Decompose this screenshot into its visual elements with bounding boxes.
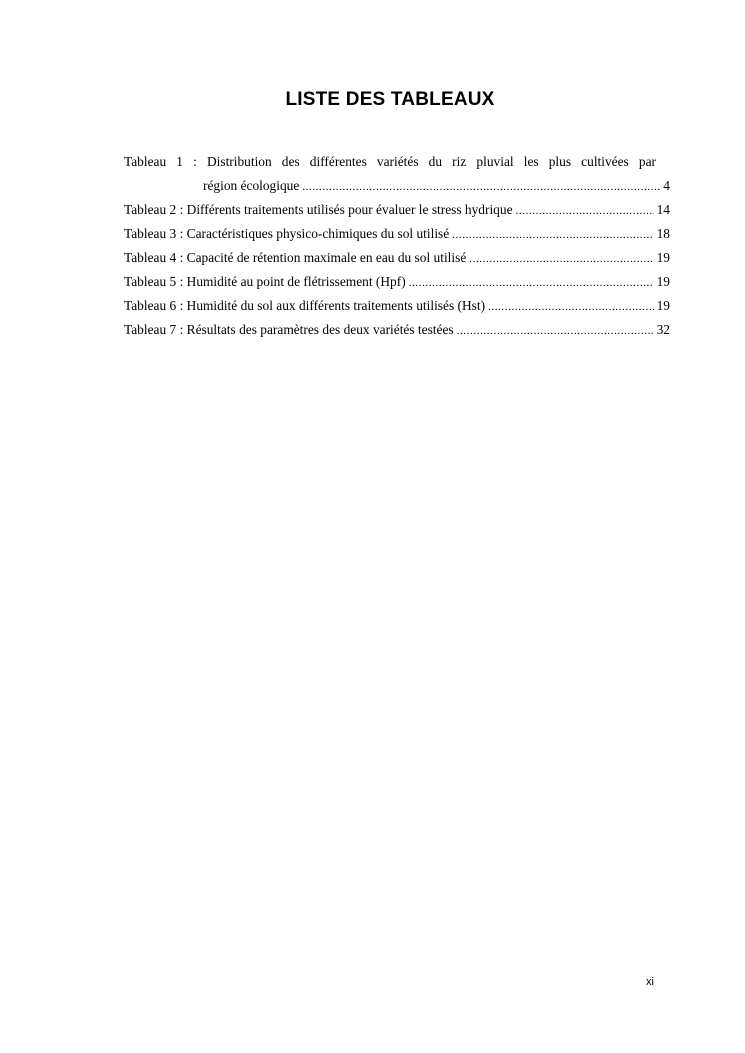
toc-entry-tableau-2[interactable]	[124, 198, 670, 222]
toc-entry-page: 19	[656, 298, 670, 313]
toc-entry-tableau-1[interactable]	[124, 150, 670, 198]
toc-entry-label: Tableau 1 : Distribution des différentes variétés du riz pluvial les plus cultivées par	[124, 154, 656, 169]
toc-entry-label: Tableau 5 : Humidité au point de flétrissement (Hpf)	[124, 274, 406, 289]
dot-leader	[488, 295, 654, 318]
page-number: xi	[646, 976, 654, 988]
toc-entry-page: 4	[663, 178, 670, 193]
toc-entry-page: 32	[656, 322, 670, 337]
toc-entry-tableau-5[interactable]	[124, 270, 670, 294]
dot-leader	[452, 223, 653, 246]
toc-entry-page: 19	[656, 274, 670, 289]
toc-entry-label-continued: région écologique	[203, 178, 300, 193]
dot-leader	[516, 199, 654, 222]
dot-leader	[409, 271, 654, 294]
dot-leader	[469, 247, 653, 270]
toc-entry-page: 19	[656, 250, 670, 265]
dot-leader	[457, 319, 654, 342]
dot-leader	[302, 175, 660, 198]
toc-entry-tableau-3[interactable]	[124, 222, 670, 246]
toc-entry-label: Tableau 2 : Différents traitements utilisés pour évaluer le stress hydrique	[124, 202, 513, 217]
toc-entry-tableau-7[interactable]	[124, 318, 670, 342]
toc-entry-tableau-4[interactable]	[124, 246, 670, 270]
toc-entry-page: 18	[656, 226, 670, 241]
toc-entry-page: 14	[656, 202, 670, 217]
toc-entry-label: Tableau 7 : Résultats des paramètres des deux variétés testées	[124, 322, 454, 337]
toc-entry-tableau-6[interactable]	[124, 294, 670, 318]
toc-entry-label: Tableau 4 : Capacité de rétention maximale en eau du sol utilisé	[124, 250, 467, 265]
toc-entry-label: Tableau 6 : Humidité du sol aux différents traitements utilisés (Hst)	[124, 298, 486, 313]
table-list	[124, 150, 670, 342]
page-title: LISTE DES TABLEAUX	[285, 89, 495, 110]
toc-entry-label: Tableau 3 : Caractéristiques physico-chimiques du sol utilisé	[124, 226, 450, 241]
